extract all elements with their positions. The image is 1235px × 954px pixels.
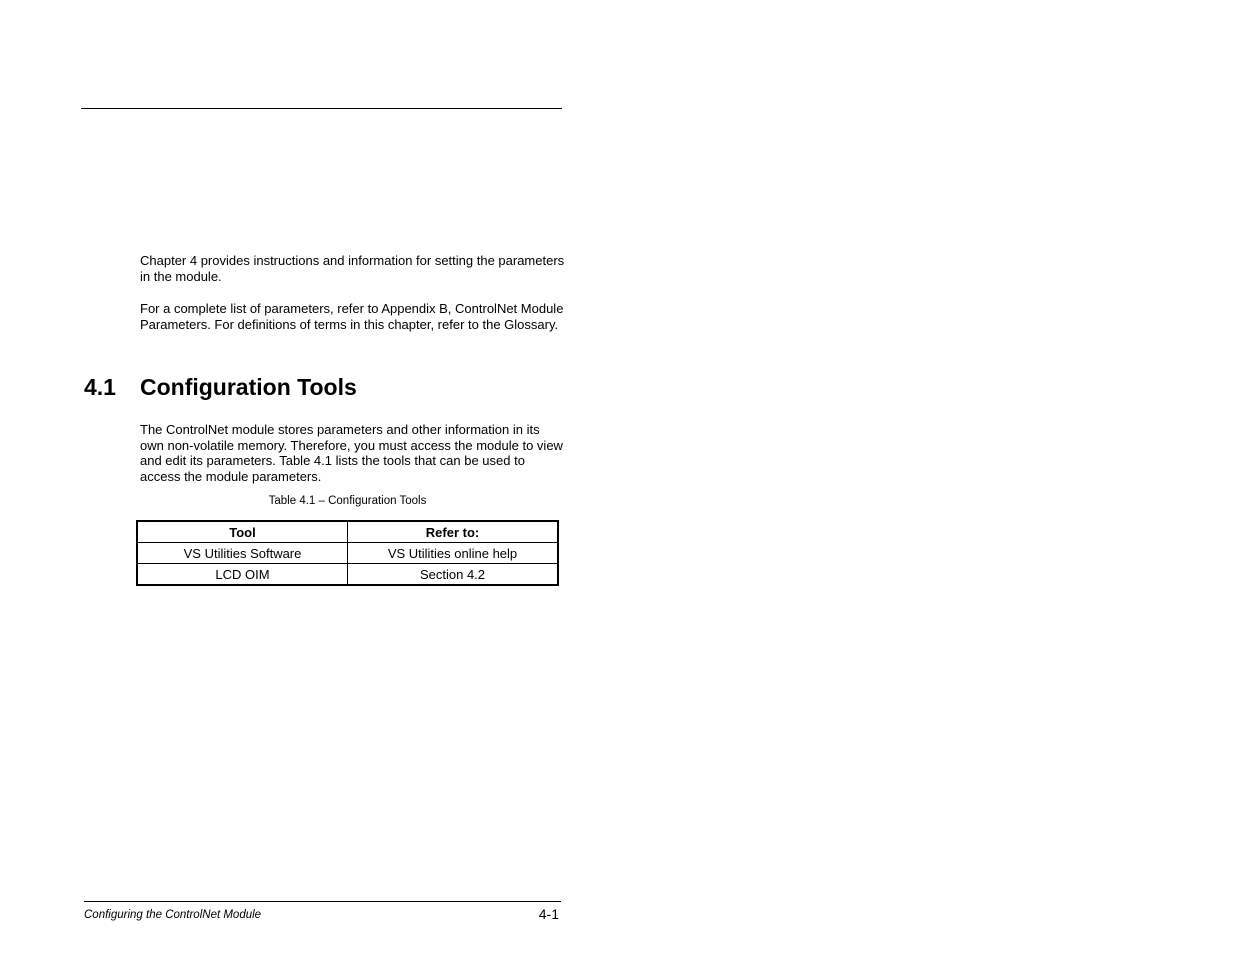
section-heading [84, 374, 357, 401]
page-number: 4-1 [538, 906, 559, 922]
intro-paragraph-2: For a complete list of parameters, refer to Appendix B, ControlNet Module Parameters. For definitions of terms in this chapter, refer to the Glossary. [140, 301, 564, 332]
intro-paragraph-1: Chapter 4 provides instructions and information for setting the parameters in the module. [140, 253, 565, 284]
table-cell: VS Utilities Software [137, 543, 348, 564]
section-title: Configuration Tools [140, 374, 357, 400]
table-cell: LCD OIM [137, 564, 348, 586]
configuration-tools-table [136, 520, 559, 586]
table-row [137, 564, 558, 586]
column-header-refer-to: Refer to: [348, 521, 559, 543]
table-caption: Table 4.1 – Configuration Tools [268, 495, 427, 507]
table-row [137, 543, 558, 564]
header-rule [81, 108, 562, 109]
section-number: 4.1 [84, 374, 116, 400]
section-paragraph: The ControlNet module stores parameters and other information in its own non-volatile memory. Therefore, you must access the module to view and edit its parameters. Table 4.1 lists the tools that can be used to access the module parameters. [140, 422, 563, 484]
footer-rule [84, 901, 561, 902]
footer-title: Configuring the ControlNet Module [84, 909, 262, 921]
table-cell: Section 4.2 [348, 564, 559, 586]
column-header-tool: Tool [137, 521, 348, 543]
table-header-row [137, 521, 558, 543]
table-cell: VS Utilities online help [348, 543, 559, 564]
